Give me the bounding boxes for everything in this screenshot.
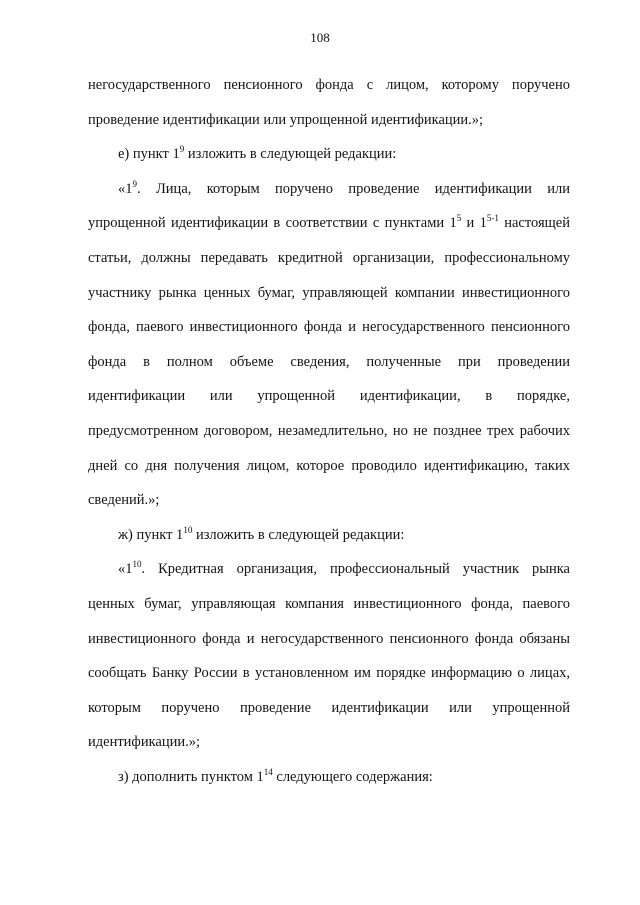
paragraph-quote-1-9 xyxy=(88,172,570,518)
superscript: 5-1 xyxy=(486,213,499,224)
paragraph-text: следующего содержания: xyxy=(272,768,433,785)
page-number: 108 xyxy=(310,30,330,45)
superscript: 10 xyxy=(183,524,193,535)
superscript: 14 xyxy=(263,766,273,777)
paragraph-text: «1 xyxy=(118,180,133,197)
paragraph-text: и 1 xyxy=(461,215,487,232)
paragraph-text: з) дополнить пунктом 1 xyxy=(118,768,264,785)
paragraph-continuation xyxy=(88,68,570,137)
paragraph-text: е) пункт 1 xyxy=(118,146,180,163)
paragraph-text: изложить в следующей редакции: xyxy=(184,146,397,163)
superscript: 5 xyxy=(456,213,462,224)
paragraph-text: ж) пункт 1 xyxy=(118,526,184,543)
paragraph-item-z xyxy=(88,760,570,795)
paragraph-text: негосударственного пенсионного фонда с лицом, которому поручено проведение идентификации или упрощенной идентификации.»; xyxy=(88,77,570,128)
paragraph-item-zh xyxy=(88,518,570,553)
paragraph-item-e xyxy=(88,137,570,172)
superscript: 9 xyxy=(179,144,185,155)
superscript: 9 xyxy=(132,178,137,189)
paragraph-text: «1 xyxy=(118,561,133,578)
paragraph-text: настоящей статьи, должны передавать кредитной организации, профессиональному участнику рынка ценных бумаг, управляющей компании инвестиционного фонда, паевого инвестиционного фонда и негосударственного пенсионного фонда в полном объеме сведения, полученные при проведении идентификации или упрощенной идентификации, в порядке, предусмотренном договором, незамедлительно, но не позднее трех рабочих дней со дня получения лицом, которое проводило идентификацию, таких сведений.»; xyxy=(88,215,570,509)
paragraph-text: изложить в следующей редакции: xyxy=(192,526,405,543)
superscript: 10 xyxy=(132,559,142,570)
paragraph-text: . Кредитная организация, профессиональный участник рынка ценных бумаг, управляющая компания инвестиционного фонда, паевого инвестиционного фонда и негосударственного пенсионного фонда обязаны сообщать Банку России в установленном им порядке информацию о лицах, которым поручено проведение идентификации или упрощенной идентификации.»; xyxy=(88,561,570,751)
text-body xyxy=(88,68,570,794)
paragraph-quote-1-10 xyxy=(88,552,570,760)
paragraph-text: . Лица, которым поручено проведение идентификации или упрощенной идентификации в соответствии с пунктами 1 xyxy=(88,180,570,232)
